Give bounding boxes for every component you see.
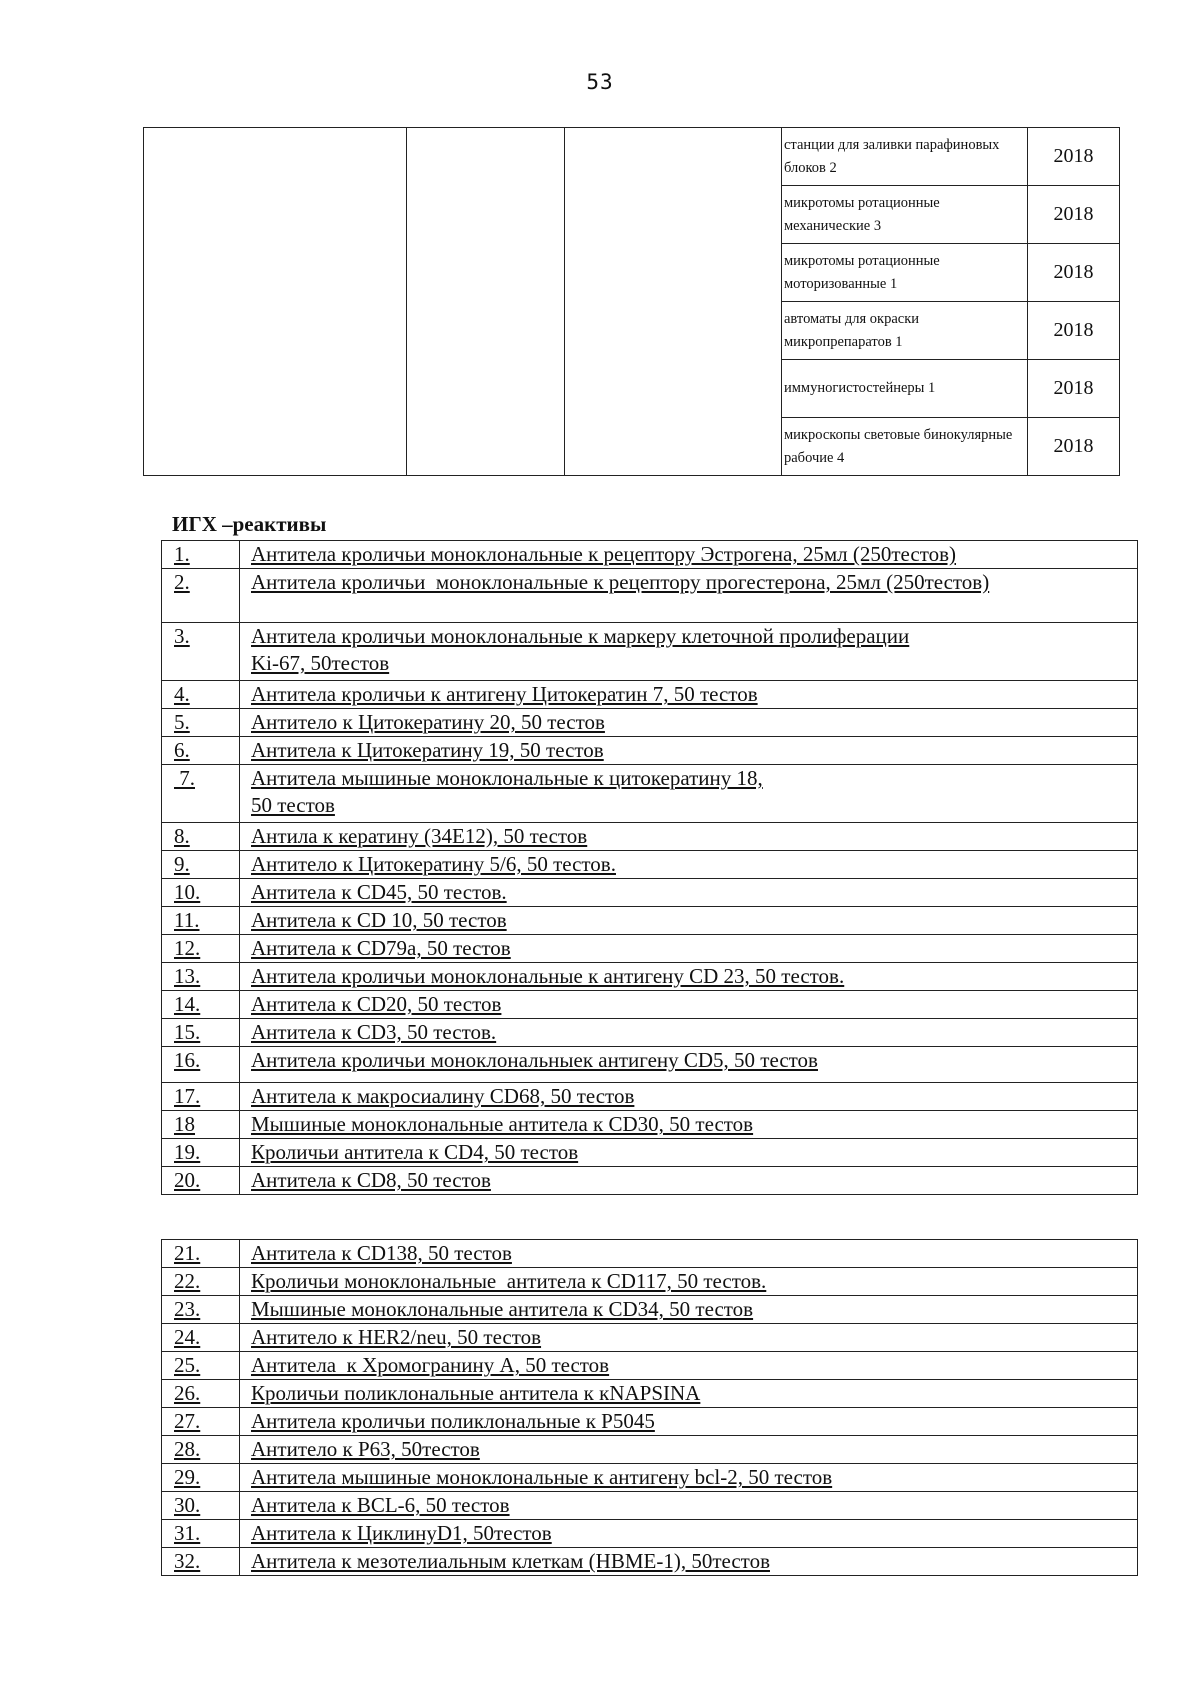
reagent-name-line: Антитела к мезотелиальным клеткам (HBME-1), 50тестов <box>251 1549 770 1573</box>
reagent-name-line: Мышиные моноклональные антитела к CD34, 50 тестов <box>251 1297 754 1321</box>
reagent-row <box>162 1296 1138 1324</box>
reagent-name <box>240 851 1138 879</box>
reagent-name-line: Антитела кроличьи моноклональные к маркеру клеточной пролиферации <box>251 624 910 648</box>
reagent-name-line: Антитело к Цитокератину 20, 50 тестов <box>251 710 605 734</box>
equipment-year: 2018 <box>1028 186 1120 244</box>
reagent-number: 19. <box>162 1139 240 1167</box>
equipment-year: 2018 <box>1028 128 1120 186</box>
reagent-name <box>240 1111 1138 1139</box>
reagent-name-line-2: Ki-67, 50тестов <box>251 651 390 675</box>
reagent-number: 15. <box>162 1019 240 1047</box>
reagent-row <box>162 681 1138 709</box>
page-number: 53 <box>586 70 614 94</box>
reagents-table-1 <box>161 540 1138 1195</box>
reagent-name-line: Антитело к P63, 50тестов <box>251 1437 480 1461</box>
reagent-row <box>162 709 1138 737</box>
equipment-table <box>143 127 1120 476</box>
reagent-name-line: Антитела к CD8, 50 тестов <box>251 1168 491 1192</box>
reagent-number: 2. <box>162 569 240 623</box>
reagent-row <box>162 1240 1138 1268</box>
reagent-name-line: Антитела кроличьи моноклональные к рецептору прогестерона, 25мл (250тестов) <box>251 570 990 594</box>
reagent-row <box>162 935 1138 963</box>
equipment-name: микротомы ротационные механические 3 <box>782 186 1028 244</box>
reagent-row <box>162 1408 1138 1436</box>
reagent-name <box>240 1296 1138 1324</box>
reagent-name-line: Антитела кроличьи к антигену Цитокератин 7, 50 тестов <box>251 682 758 706</box>
reagent-row <box>162 737 1138 765</box>
reagent-name <box>240 1240 1138 1268</box>
reagent-name <box>240 1047 1138 1083</box>
equipment-year: 2018 <box>1028 418 1120 476</box>
reagent-name <box>240 737 1138 765</box>
reagent-name <box>240 991 1138 1019</box>
reagent-name <box>240 1492 1138 1520</box>
reagent-number: 21. <box>162 1240 240 1268</box>
reagent-row <box>162 1380 1138 1408</box>
reagent-number: 12. <box>162 935 240 963</box>
reagent-name <box>240 1083 1138 1111</box>
reagent-number: 3. <box>162 623 240 681</box>
reagent-name <box>240 1352 1138 1380</box>
reagents-table-2 <box>161 1239 1138 1576</box>
reagent-name-line: Антитела к BCL-6, 50 тестов <box>251 1493 510 1517</box>
reagent-name-line: Антитела к CD45, 50 тестов. <box>251 880 507 904</box>
reagent-row <box>162 1019 1138 1047</box>
reagent-number: 7. <box>162 765 240 823</box>
equipment-name: станции для заливки парафиновых блоков 2 <box>782 128 1028 186</box>
reagent-row <box>162 541 1138 569</box>
empty-cell <box>407 128 565 476</box>
reagent-name-line: Антитела к CD138, 50 тестов <box>251 1241 512 1265</box>
reagent-row <box>162 1047 1138 1083</box>
equipment-name: иммуногистостейнеры 1 <box>782 360 1028 418</box>
reagent-row <box>162 991 1138 1019</box>
reagent-number: 23. <box>162 1296 240 1324</box>
reagent-row <box>162 963 1138 991</box>
reagent-name-line: Кроличьи моноклональные антитела к CD117, 50 тестов. <box>251 1269 767 1293</box>
reagent-number: 16. <box>162 1047 240 1083</box>
equipment-row <box>144 128 1120 186</box>
reagent-number: 27. <box>162 1408 240 1436</box>
reagent-number: 6. <box>162 737 240 765</box>
reagent-number: 4. <box>162 681 240 709</box>
reagent-row <box>162 1548 1138 1576</box>
empty-cell <box>565 128 782 476</box>
reagent-name-line: Антитела к CD3, 50 тестов. <box>251 1020 497 1044</box>
equipment-name: микроскопы световые бинокулярные рабочие 4 <box>782 418 1028 476</box>
reagent-name-line: Антитела к CD 10, 50 тестов <box>251 908 507 932</box>
reagent-row <box>162 851 1138 879</box>
equipment-name: микротомы ротационные моторизованные 1 <box>782 244 1028 302</box>
reagent-name-line: Антитела к Цитокератину 19, 50 тестов <box>251 738 604 762</box>
reagent-number: 29. <box>162 1464 240 1492</box>
reagent-name <box>240 907 1138 935</box>
reagent-name <box>240 1324 1138 1352</box>
reagent-name-line: Антитела кроличьи моноклональные к рецептору Эстрогена, 25мл (250тестов) <box>251 542 957 566</box>
reagent-row <box>162 1436 1138 1464</box>
reagent-row <box>162 1167 1138 1195</box>
reagent-row <box>162 1492 1138 1520</box>
reagent-row <box>162 1464 1138 1492</box>
reagent-number: 11. <box>162 907 240 935</box>
reagent-number: 1. <box>162 541 240 569</box>
reagent-number: 13. <box>162 963 240 991</box>
reagent-number: 24. <box>162 1324 240 1352</box>
reagent-name-line: Мышиные моноклональные антитела к CD30, 50 тестов <box>251 1112 754 1136</box>
reagent-number: 17. <box>162 1083 240 1111</box>
reagent-name-line: Антитела к Хромогранину А, 50 тестов <box>251 1353 610 1377</box>
reagent-number: 28. <box>162 1436 240 1464</box>
reagent-name-line: Антитела к CD20, 50 тестов <box>251 992 502 1016</box>
reagent-number: 31. <box>162 1520 240 1548</box>
equipment-year: 2018 <box>1028 360 1120 418</box>
reagent-row <box>162 1324 1138 1352</box>
reagent-name <box>240 1167 1138 1195</box>
reagent-name <box>240 1019 1138 1047</box>
reagent-number: 25. <box>162 1352 240 1380</box>
empty-cell <box>144 128 407 476</box>
reagent-row <box>162 879 1138 907</box>
reagent-row <box>162 1139 1138 1167</box>
reagent-name <box>240 1408 1138 1436</box>
reagent-row <box>162 907 1138 935</box>
reagent-row <box>162 765 1138 823</box>
reagent-name <box>240 623 1138 681</box>
reagent-name <box>240 1380 1138 1408</box>
reagent-name <box>240 823 1138 851</box>
reagent-number: 8. <box>162 823 240 851</box>
reagent-name <box>240 1139 1138 1167</box>
reagent-name-line: Антитела к макросиалину CD68, 50 тестов <box>251 1084 635 1108</box>
reagent-name-line: Антитело к HER2/neu, 50 тестов <box>251 1325 542 1349</box>
reagent-number: 22. <box>162 1268 240 1296</box>
reagent-number: 18 <box>162 1111 240 1139</box>
reagent-name-line: Кроличьи поликлональные антитела к кNAPSINA <box>251 1381 701 1405</box>
reagent-name <box>240 569 1138 623</box>
reagent-name-line: Антила к кератину (34E12), 50 тестов <box>251 824 588 848</box>
reagent-name <box>240 1464 1138 1492</box>
equipment-year: 2018 <box>1028 302 1120 360</box>
reagent-number: 32. <box>162 1548 240 1576</box>
reagent-name-line: Антитело к Цитокератину 5/6, 50 тестов. <box>251 852 616 876</box>
reagent-name <box>240 963 1138 991</box>
reagent-name-line-2: 50 тестов <box>251 793 335 817</box>
reagent-name <box>240 681 1138 709</box>
reagent-name-line: Антитела к CD79a, 50 тестов <box>251 936 511 960</box>
reagent-name <box>240 1520 1138 1548</box>
reagent-number: 5. <box>162 709 240 737</box>
reagent-number: 30. <box>162 1492 240 1520</box>
reagent-name <box>240 1436 1138 1464</box>
reagent-name-line: Антитела к ЦиклинуD1, 50тестов <box>251 1521 552 1545</box>
reagent-name <box>240 1268 1138 1296</box>
reagent-number: 9. <box>162 851 240 879</box>
reagent-number: 26. <box>162 1380 240 1408</box>
reagent-number: 14. <box>162 991 240 1019</box>
equipment-name: автоматы для окраски микропрепаратов 1 <box>782 302 1028 360</box>
reagent-name <box>240 709 1138 737</box>
section-title: ИГХ –реактивы <box>172 512 327 536</box>
reagent-name <box>240 1548 1138 1576</box>
reagent-name-line: Антитела мышиные моноклональные к цитокератину 18, <box>251 766 763 790</box>
reagent-row <box>162 1111 1138 1139</box>
reagent-name <box>240 935 1138 963</box>
reagent-row <box>162 1352 1138 1380</box>
reagent-name-line: Антитела кроличьи моноклональныек антигену CD5, 50 тестов <box>251 1048 818 1072</box>
reagent-row <box>162 823 1138 851</box>
reagent-row <box>162 1520 1138 1548</box>
reagent-row <box>162 1083 1138 1111</box>
reagent-name-line: Антитела кроличьи поликлональные к P5045 <box>251 1409 655 1433</box>
reagent-row <box>162 569 1138 623</box>
reagent-row <box>162 623 1138 681</box>
reagent-row <box>162 1268 1138 1296</box>
equipment-year: 2018 <box>1028 244 1120 302</box>
reagent-name-line: Антитела кроличьи моноклональные к антигену CD 23, 50 тестов. <box>251 964 845 988</box>
reagent-name-line: Антитела мышиные моноклональные к антигену bcl-2, 50 тестов <box>251 1465 833 1489</box>
reagent-name <box>240 879 1138 907</box>
reagent-number: 20. <box>162 1167 240 1195</box>
reagent-name <box>240 765 1138 823</box>
reagent-name <box>240 541 1138 569</box>
reagent-name-line: Кроличьи антитела к CD4, 50 тестов <box>251 1140 579 1164</box>
reagent-number: 10. <box>162 879 240 907</box>
